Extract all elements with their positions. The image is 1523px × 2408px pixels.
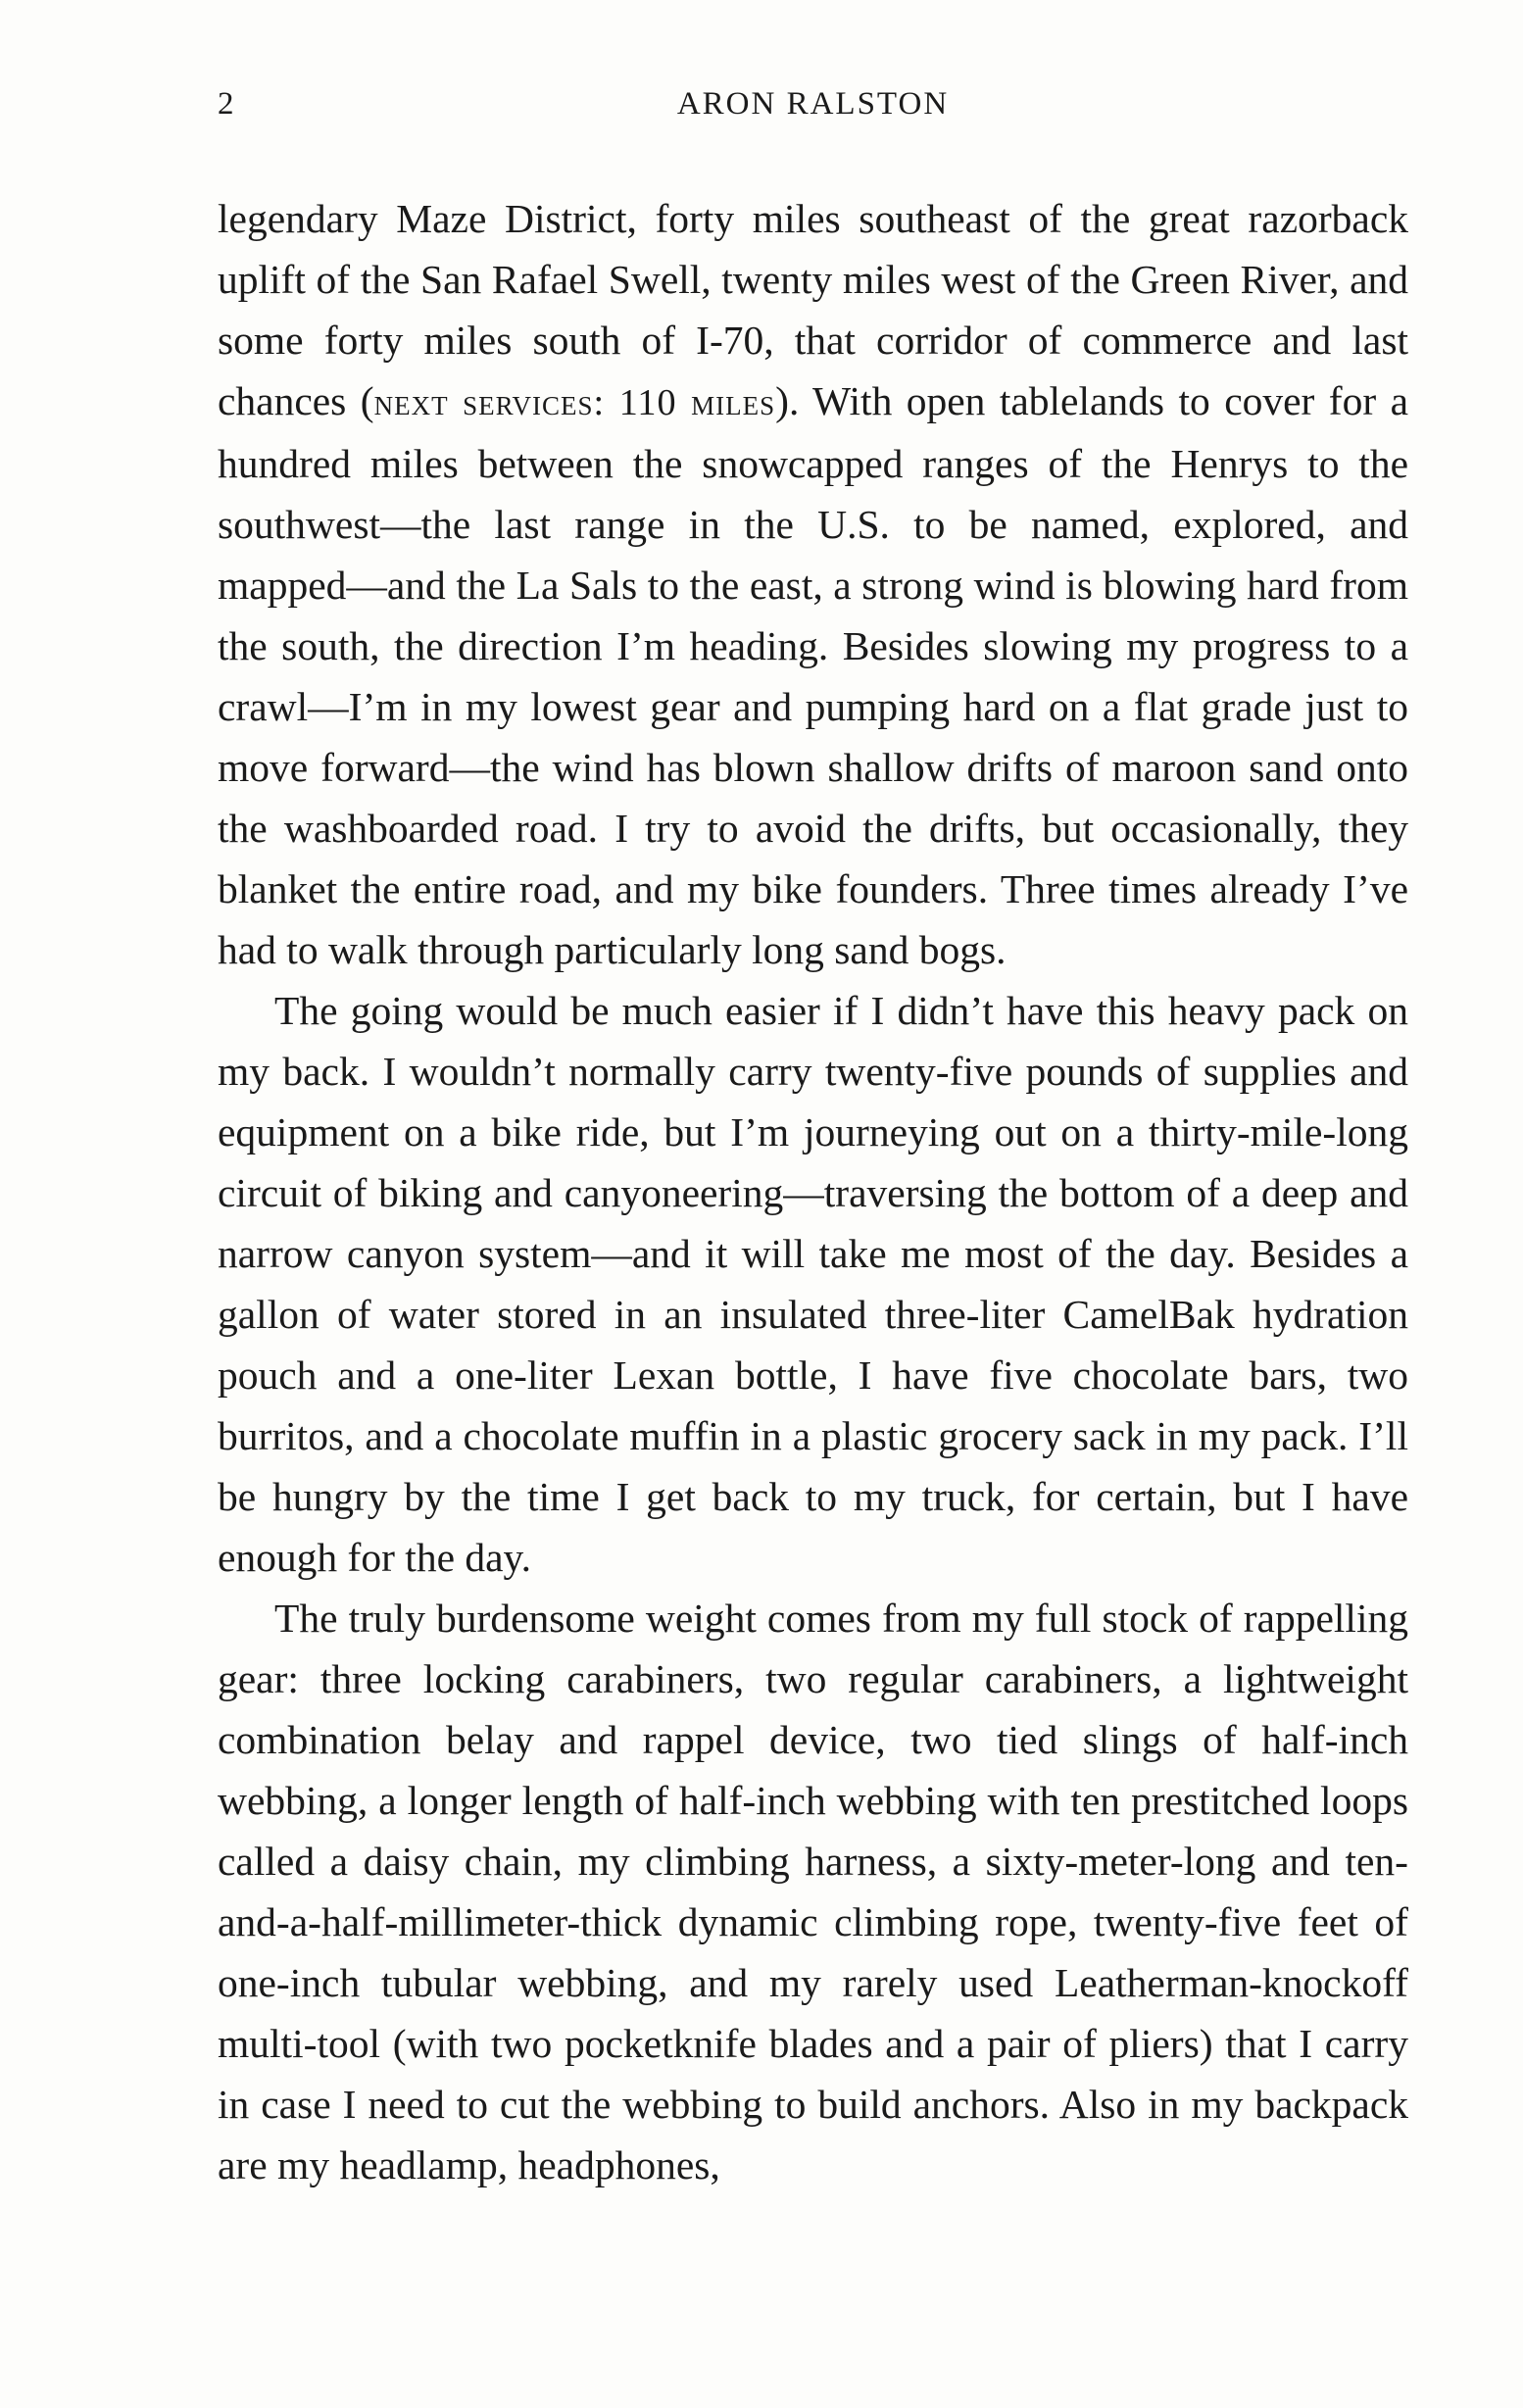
- paragraph-1: [218, 188, 1408, 980]
- paragraph-1-part-b: ). With open tablelands to cover for a hundred miles between the snowcapped ranges of the Henrys to the southwest—the last range in the U.S. to be named, explored, and mapped—and the La Sals to the east, a strong wind is blowing hard from the south, the direction I’m heading. Besides slowing my progress to a crawl—I’m in my lowest gear and pumping hard on a flat grade just to move forward—the wind has blown shallow drifts of maroon sand onto the washboarded road. I try to avoid the drifts, but occasionally, they blanket the entire road, and my bike founders. Three times already I’ve had to walk through particularly long sand bogs.: [218, 378, 1409, 972]
- road-sign-text: next services: 110 miles: [373, 382, 776, 423]
- paragraph-2: The going would be much easier if I didn’t have this heavy pack on my back. I wouldn’t normally carry twenty-five pounds of supplies and equipment on a bike ride, but I’m journeying out on a thirty-mile-long circuit of biking and canyoneering—traversing the bottom of a deep and narrow canyon system—and it will take me most of the day. Besides a gallon of water stored in an insulated three-liter CamelBak hydration pouch and a one-liter Lexan bottle, I have five chocolate bars, two burritos, and a chocolate muffin in a plastic grocery sack in my pack. I’ll be hungry by the time I get back to my truck, for certain, but I have enough for the day.: [218, 988, 1408, 1580]
- running-head: [218, 86, 1408, 135]
- running-title: ARON RALSTON: [676, 86, 950, 122]
- page-number: 2: [218, 86, 235, 122]
- body-text: [218, 188, 1408, 2195]
- paragraph-1-part-a: legendary Maze District, forty miles southeast of the great razorback uplift of the San Rafael Swell, twenty miles west of the Green River, and some forty miles south of I-70, that corridor of commerce and last chances (: [218, 196, 1408, 423]
- paragraph-3: The truly burdensome weight comes from my full stock of rappelling gear: three locking carabiners, two regular carabiners, a lightweight combination belay and rappel device, two tied slings of half-inch webbing, a longer length of half-inch webbing with ten prestitched loops called a daisy chain, my climbing harness, a sixty-meter-long and ten-and-a-half-millimeter-thick dynamic climbing rope, twenty-five feet of one-inch tubular webbing, and my rarely used Leatherman-knockoff multi-tool (with two pocketknife blades and a pair of pliers) that I carry in case I need to cut the webbing to build anchors. Also in my backpack are my headlamp, headphones,: [218, 1596, 1408, 2187]
